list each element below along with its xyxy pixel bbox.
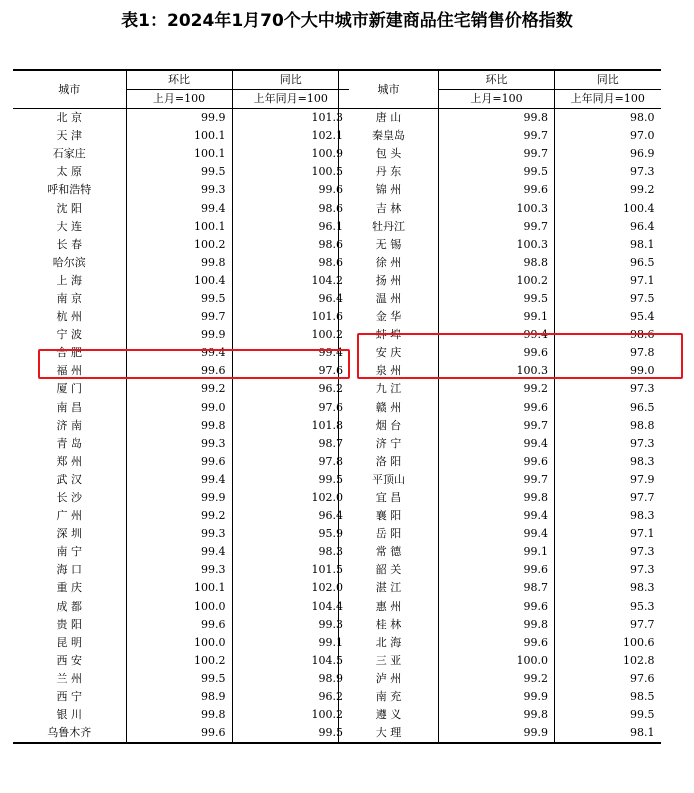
yoy-value: 96.4 — [232, 290, 349, 308]
yoy-value: 96.1 — [232, 218, 349, 236]
yoy-value: 96.4 — [555, 218, 661, 236]
city-name: 赣 州 — [339, 399, 439, 417]
city-name: 济 南 — [56, 418, 82, 432]
mom-value: 99.8 — [439, 489, 555, 507]
city-name: 长 沙 — [56, 491, 82, 505]
mom-value: 99.7 — [439, 417, 555, 435]
yoy-value: 99.2 — [555, 181, 661, 199]
yoy-value: 96.4 — [232, 507, 349, 525]
table-row — [339, 543, 661, 561]
table-row — [339, 688, 661, 706]
yoy-value: 97.3 — [555, 543, 661, 561]
city-name: 杭 州 — [56, 310, 82, 324]
yoy-value: 101.3 — [232, 109, 349, 128]
table-row — [339, 308, 661, 326]
city-name: 徐 州 — [339, 254, 439, 272]
yoy-value: 97.3 — [555, 561, 661, 579]
yoy-value: 98.3 — [555, 507, 661, 525]
city-name: 西 宁 — [56, 690, 82, 704]
city-name: 安 庆 — [339, 344, 439, 362]
city-name: 锦 州 — [339, 181, 439, 199]
table-body-left — [13, 109, 349, 744]
mom-value: 99.9 — [126, 326, 232, 344]
mom-base-header: 上月=100 — [126, 90, 232, 109]
mom-value: 99.3 — [126, 181, 232, 199]
yoy-value: 102.0 — [232, 489, 349, 507]
price-index-table-right — [338, 69, 661, 744]
table-row — [339, 399, 661, 417]
yoy-value: 97.7 — [555, 489, 661, 507]
mom-value: 99.3 — [126, 435, 232, 453]
city-name: 哈尔滨 — [52, 255, 86, 269]
yoy-value: 101.5 — [232, 561, 349, 579]
mom-value: 99.2 — [126, 380, 232, 398]
yoy-value: 97.3 — [555, 435, 661, 453]
mom-value: 100.1 — [126, 579, 232, 597]
yoy-value: 97.1 — [555, 272, 661, 290]
yoy-value: 99.5 — [232, 724, 349, 743]
mom-value: 99.4 — [439, 435, 555, 453]
table-row — [339, 127, 661, 145]
table-row — [13, 507, 349, 525]
yoy-value: 97.6 — [555, 670, 661, 688]
mom-value: 100.0 — [126, 598, 232, 616]
city-name: 银 川 — [56, 708, 82, 722]
yoy-value: 100.9 — [232, 145, 349, 163]
city-name: 贵 阳 — [56, 617, 82, 631]
mom-value: 100.0 — [439, 652, 555, 670]
mom-value: 99.0 — [126, 399, 232, 417]
yoy-header: 同比 — [555, 70, 661, 90]
mom-value: 99.6 — [439, 344, 555, 362]
mom-header: 环比 — [439, 70, 555, 90]
city-name: 韶 关 — [339, 561, 439, 579]
mom-value: 99.4 — [439, 507, 555, 525]
table-row — [339, 236, 661, 254]
table-row — [339, 616, 661, 634]
table-row — [339, 254, 661, 272]
mom-value: 100.0 — [126, 634, 232, 652]
yoy-value: 99.0 — [555, 362, 661, 380]
mom-value: 99.8 — [126, 254, 232, 272]
price-index-table-left — [13, 69, 349, 744]
city-name: 温 州 — [339, 290, 439, 308]
mom-value: 99.8 — [439, 616, 555, 634]
city-name: 成 都 — [56, 599, 82, 613]
table-row — [13, 724, 349, 743]
table-row — [13, 543, 349, 561]
city-name: 北 海 — [339, 634, 439, 652]
yoy-value: 95.3 — [555, 598, 661, 616]
mom-value: 99.7 — [126, 308, 232, 326]
yoy-value: 102.8 — [555, 652, 661, 670]
mom-value: 99.9 — [439, 688, 555, 706]
city-name: 大 连 — [56, 219, 82, 233]
city-name: 丹 东 — [339, 163, 439, 181]
table-row — [13, 652, 349, 670]
table-row — [13, 290, 349, 308]
table-row — [339, 344, 661, 362]
mom-value: 99.4 — [126, 543, 232, 561]
city-name: 唐 山 — [339, 109, 439, 128]
mom-value: 99.6 — [126, 453, 232, 471]
city-name: 南 京 — [56, 291, 82, 305]
mom-value: 99.6 — [439, 634, 555, 652]
yoy-value: 97.5 — [555, 290, 661, 308]
mom-value: 100.2 — [126, 236, 232, 254]
mom-value: 100.1 — [126, 218, 232, 236]
city-name: 无 锡 — [339, 236, 439, 254]
mom-value: 99.7 — [439, 145, 555, 163]
city-name: 惠 州 — [339, 598, 439, 616]
yoy-value: 101.6 — [232, 308, 349, 326]
mom-value: 99.6 — [126, 362, 232, 380]
table-row — [339, 670, 661, 688]
mom-value: 99.2 — [439, 670, 555, 688]
yoy-value: 98.6 — [555, 326, 661, 344]
mom-value: 99.6 — [439, 181, 555, 199]
mom-value: 99.6 — [126, 724, 232, 743]
yoy-value: 98.6 — [232, 236, 349, 254]
table-row — [339, 163, 661, 181]
table-row — [13, 525, 349, 543]
table-row — [13, 236, 349, 254]
table-row — [339, 507, 661, 525]
yoy-value: 102.1 — [232, 127, 349, 145]
city-header: 城市 — [13, 70, 126, 109]
table-row — [13, 598, 349, 616]
table-row — [339, 634, 661, 652]
mom-value: 99.6 — [439, 453, 555, 471]
mom-value: 100.1 — [126, 127, 232, 145]
table-row — [339, 724, 661, 743]
city-name: 襄 阳 — [339, 507, 439, 525]
mom-value: 99.1 — [439, 308, 555, 326]
city-name: 广 州 — [56, 509, 82, 523]
city-name: 大 理 — [339, 724, 439, 743]
page-title: 表1：2024年1月70个大中城市新建商品住宅销售价格指数 — [121, 11, 573, 31]
yoy-value: 96.2 — [232, 688, 349, 706]
yoy-value: 98.3 — [555, 579, 661, 597]
city-name: 包 头 — [339, 145, 439, 163]
yoy-value: 98.0 — [555, 109, 661, 128]
mom-value: 100.3 — [439, 199, 555, 217]
city-name: 吉 林 — [339, 199, 439, 217]
mom-value: 99.5 — [126, 670, 232, 688]
yoy-value: 96.2 — [232, 380, 349, 398]
table-row — [339, 598, 661, 616]
yoy-base-header: 上年同月=100 — [555, 90, 661, 109]
yoy-value: 98.1 — [555, 236, 661, 254]
yoy-value: 98.6 — [232, 199, 349, 217]
city-name: 太 原 — [56, 165, 82, 179]
mom-value: 99.3 — [126, 561, 232, 579]
table-row — [13, 145, 349, 163]
table-row — [13, 471, 349, 489]
yoy-value: 97.3 — [555, 380, 661, 398]
city-name: 福 州 — [56, 364, 82, 378]
mom-value: 99.3 — [126, 525, 232, 543]
city-name: 济 宁 — [339, 435, 439, 453]
table-row — [13, 417, 349, 435]
mom-value: 100.3 — [439, 236, 555, 254]
yoy-header: 同比 — [232, 70, 349, 90]
table-row — [13, 362, 349, 380]
city-name: 湛 江 — [339, 579, 439, 597]
yoy-value: 98.3 — [555, 453, 661, 471]
yoy-value: 97.6 — [232, 362, 349, 380]
yoy-value: 100.5 — [232, 163, 349, 181]
city-name: 宜 昌 — [339, 489, 439, 507]
table-row — [339, 579, 661, 597]
mom-header: 环比 — [126, 70, 232, 90]
table-row — [339, 218, 661, 236]
table-row — [13, 380, 349, 398]
yoy-value: 100.2 — [232, 326, 349, 344]
table-row — [13, 435, 349, 453]
city-name: 三 亚 — [339, 652, 439, 670]
city-name: 郑 州 — [56, 454, 82, 468]
table-row — [339, 380, 661, 398]
city-name: 呼和浩特 — [47, 183, 92, 197]
table-row — [339, 453, 661, 471]
city-name: 长 春 — [56, 237, 82, 251]
table-row — [339, 181, 661, 199]
yoy-value: 104.2 — [232, 272, 349, 290]
yoy-value: 97.8 — [555, 344, 661, 362]
table-row — [339, 417, 661, 435]
table-body-right — [339, 109, 661, 744]
mom-value: 99.8 — [439, 706, 555, 724]
mom-value: 99.6 — [439, 399, 555, 417]
table-row — [13, 706, 349, 724]
yoy-value: 97.7 — [555, 616, 661, 634]
city-name: 秦皇岛 — [339, 127, 439, 145]
table-row — [339, 290, 661, 308]
table-row — [13, 670, 349, 688]
yoy-value: 97.1 — [555, 525, 661, 543]
mom-value: 99.8 — [126, 417, 232, 435]
city-name: 青 岛 — [56, 436, 82, 450]
mom-value: 99.9 — [126, 109, 232, 128]
yoy-value: 99.4 — [232, 344, 349, 362]
table-row — [339, 109, 661, 128]
table-row — [13, 181, 349, 199]
yoy-value: 97.6 — [232, 399, 349, 417]
table-row — [339, 326, 661, 344]
table-row — [339, 561, 661, 579]
city-name: 上 海 — [56, 273, 82, 287]
mom-value: 99.5 — [439, 290, 555, 308]
table-row — [339, 199, 661, 217]
mom-value: 99.4 — [126, 199, 232, 217]
yoy-value: 95.9 — [232, 525, 349, 543]
mom-value: 99.5 — [439, 163, 555, 181]
table-row — [339, 652, 661, 670]
mom-value: 99.5 — [126, 290, 232, 308]
table-row — [13, 399, 349, 417]
city-name: 扬 州 — [339, 272, 439, 290]
table-row — [13, 579, 349, 597]
mom-value: 99.7 — [439, 218, 555, 236]
yoy-value: 97.9 — [555, 471, 661, 489]
city-name: 沈 阳 — [56, 201, 82, 215]
mom-value: 99.8 — [439, 109, 555, 128]
city-name: 九 江 — [339, 380, 439, 398]
yoy-value: 98.9 — [232, 670, 349, 688]
yoy-value: 97.0 — [555, 127, 661, 145]
table-row — [13, 254, 349, 272]
yoy-value: 100.6 — [555, 634, 661, 652]
table-row — [13, 163, 349, 181]
mom-value: 100.2 — [439, 272, 555, 290]
mom-value: 100.2 — [126, 652, 232, 670]
mom-value: 99.4 — [126, 344, 232, 362]
table-row — [339, 525, 661, 543]
city-name: 石家庄 — [52, 147, 86, 161]
mom-value: 99.4 — [439, 525, 555, 543]
city-name: 北 京 — [56, 111, 82, 125]
city-name: 乌鲁木齐 — [13, 724, 126, 743]
mom-value: 99.9 — [126, 489, 232, 507]
table-row — [13, 489, 349, 507]
table-row — [13, 344, 349, 362]
city-name: 常 德 — [339, 543, 439, 561]
mom-value: 98.9 — [126, 688, 232, 706]
table-row — [339, 362, 661, 380]
table-row — [339, 489, 661, 507]
city-name: 泸 州 — [339, 670, 439, 688]
yoy-value: 98.8 — [555, 417, 661, 435]
mom-value: 99.9 — [439, 724, 555, 743]
city-name: 泉 州 — [339, 362, 439, 380]
mom-value: 99.4 — [439, 326, 555, 344]
table-row — [13, 218, 349, 236]
yoy-value: 101.8 — [232, 417, 349, 435]
city-name: 合 肥 — [56, 346, 82, 360]
yoy-value: 96.5 — [555, 399, 661, 417]
yoy-value: 98.5 — [555, 688, 661, 706]
yoy-value: 99.3 — [232, 616, 349, 634]
mom-value: 98.8 — [439, 254, 555, 272]
table-row — [13, 561, 349, 579]
city-name: 南 充 — [339, 688, 439, 706]
table-row — [339, 471, 661, 489]
table-row — [13, 616, 349, 634]
yoy-base-header: 上年同月=100 — [232, 90, 349, 109]
yoy-value: 102.0 — [232, 579, 349, 597]
table-row — [339, 145, 661, 163]
mom-value: 99.6 — [439, 561, 555, 579]
yoy-value: 99.6 — [232, 181, 349, 199]
city-name: 南 宁 — [56, 545, 82, 559]
city-name: 遵 义 — [339, 706, 439, 724]
city-name: 桂 林 — [339, 616, 439, 634]
mom-value: 99.2 — [439, 380, 555, 398]
mom-value: 99.5 — [126, 163, 232, 181]
city-name: 深 圳 — [56, 527, 82, 541]
city-name: 天 津 — [56, 129, 82, 143]
city-name: 南 昌 — [56, 400, 82, 414]
city-name: 蚌 埠 — [339, 326, 439, 344]
city-name: 金 华 — [339, 308, 439, 326]
city-name: 厦 门 — [56, 382, 82, 396]
mom-value: 99.6 — [439, 598, 555, 616]
city-name: 海 口 — [56, 563, 82, 577]
mom-value: 99.7 — [439, 127, 555, 145]
yoy-value: 98.1 — [555, 724, 661, 743]
city-name: 武 汉 — [56, 472, 82, 486]
city-name: 洛 阳 — [339, 453, 439, 471]
yoy-value: 104.4 — [232, 598, 349, 616]
yoy-value: 98.7 — [232, 435, 349, 453]
table-row — [13, 634, 349, 652]
table-row — [339, 272, 661, 290]
yoy-value: 99.5 — [555, 706, 661, 724]
city-name: 宁 波 — [56, 328, 82, 342]
table-row — [13, 688, 349, 706]
yoy-value: 99.5 — [232, 471, 349, 489]
mom-value: 99.2 — [126, 507, 232, 525]
table-row — [13, 127, 349, 145]
table-row — [13, 326, 349, 344]
yoy-value: 98.6 — [232, 254, 349, 272]
yoy-value: 96.9 — [555, 145, 661, 163]
table-row — [13, 272, 349, 290]
mom-value: 99.4 — [126, 471, 232, 489]
yoy-value: 97.3 — [555, 163, 661, 181]
table-row — [13, 453, 349, 471]
yoy-value: 96.5 — [555, 254, 661, 272]
table-row — [13, 308, 349, 326]
mom-value: 99.1 — [439, 543, 555, 561]
city-header: 城市 — [339, 70, 439, 109]
table-row — [339, 435, 661, 453]
city-name: 牡丹江 — [339, 218, 439, 236]
table-row — [13, 109, 349, 128]
city-name: 烟 台 — [339, 417, 439, 435]
yoy-value: 104.5 — [232, 652, 349, 670]
yoy-value: 95.4 — [555, 308, 661, 326]
yoy-value: 100.2 — [232, 706, 349, 724]
mom-base-header: 上月=100 — [439, 90, 555, 109]
mom-value: 100.4 — [126, 272, 232, 290]
mom-value: 99.8 — [126, 706, 232, 724]
city-name: 西 安 — [56, 653, 82, 667]
table-row — [339, 706, 661, 724]
mom-value: 98.7 — [439, 579, 555, 597]
table-row — [13, 199, 349, 217]
mom-value: 100.1 — [126, 145, 232, 163]
mom-value: 99.6 — [126, 616, 232, 634]
mom-value: 99.7 — [439, 471, 555, 489]
yoy-value: 98.3 — [232, 543, 349, 561]
city-name: 平顶山 — [339, 471, 439, 489]
city-name: 岳 阳 — [339, 525, 439, 543]
city-name: 重 庆 — [56, 581, 82, 595]
mom-value: 100.3 — [439, 362, 555, 380]
city-name: 昆 明 — [56, 635, 82, 649]
city-name: 兰 州 — [56, 671, 82, 685]
yoy-value: 100.4 — [555, 199, 661, 217]
yoy-value: 99.1 — [232, 634, 349, 652]
yoy-value: 97.8 — [232, 453, 349, 471]
